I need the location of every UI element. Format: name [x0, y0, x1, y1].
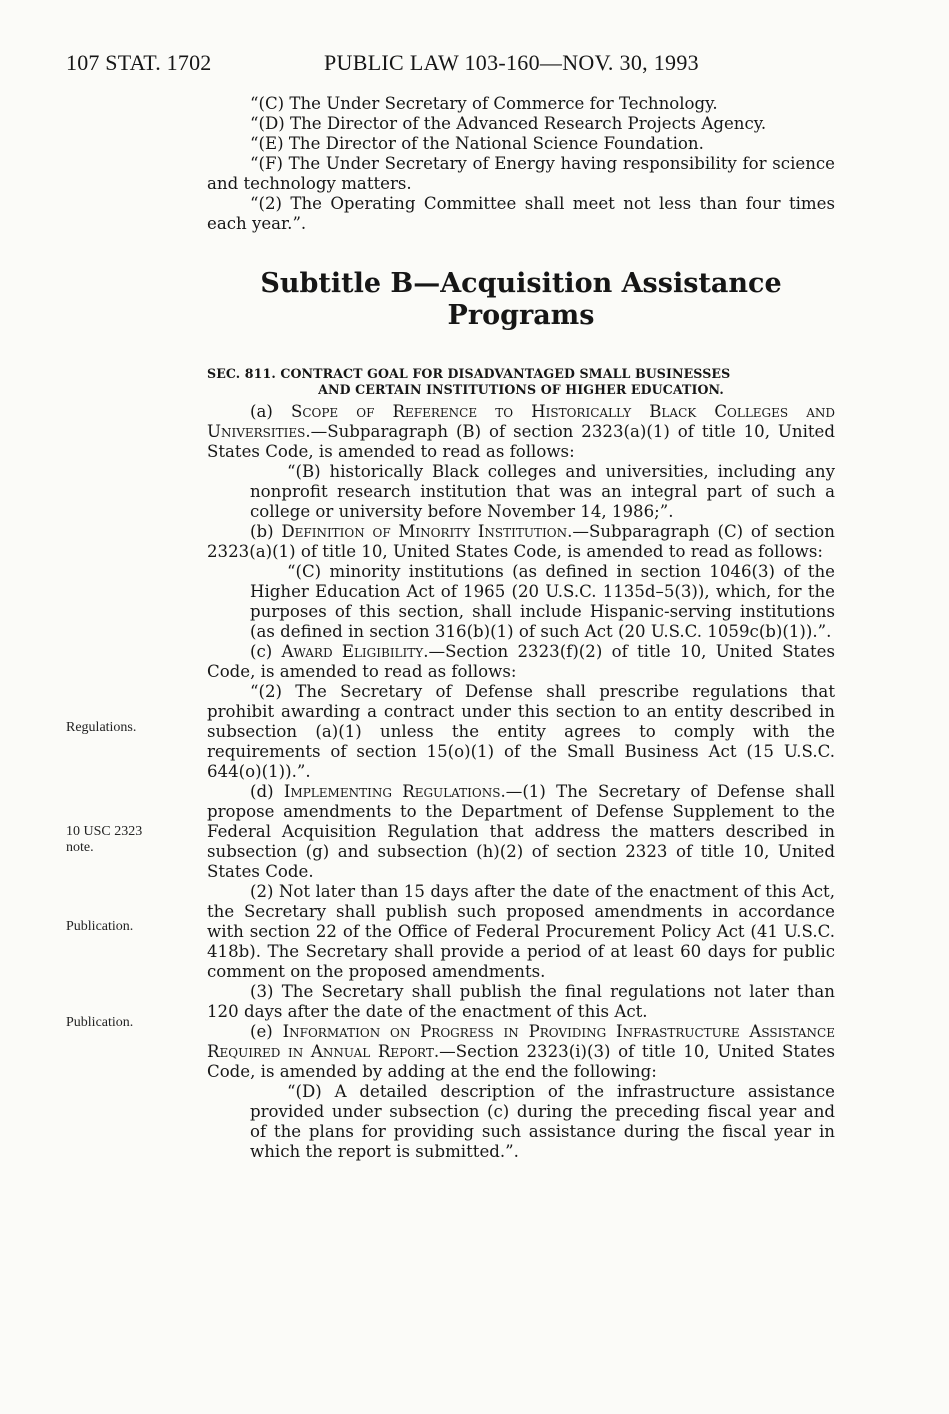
margin-note-usc [66, 824, 142, 856]
subsection-c-quote: “(2) The Secretary of Defense shall prescribe regulations that prohibit awarding a contract under this section to an entity described in subsection (a)(1) unless the entity agrees to comply with the requirements of section 15(o)(1) of the Small Business Act (15 U.S.C. 644(o)(1)).”. [207, 682, 835, 781]
margin-note-publication-2: Publication. [66, 1015, 134, 1030]
subsection-d-paragraph-3: (3) The Secretary shall publish the final regulations not later than 120 days after the date of the enactment of this Act. [207, 982, 835, 1021]
subsection-a-heading: Scope of Reference to Historically Black Colleges and Universities. [207, 402, 835, 441]
statute-page-number: 107 STAT. 1702 [66, 50, 212, 75]
item-c: “(C) The Under Secretary of Commerce for Technology. [250, 94, 718, 113]
subtitle-line-1: Subtitle B—Acquisition Assistance [260, 268, 782, 299]
subsection-e-heading: Information on Progress in Providing Infrastructure Assistance Required in Annual Report. [207, 1022, 836, 1061]
subtitle-line-2: Programs [447, 300, 595, 331]
subsection-a [207, 402, 835, 462]
subsection-a-quote: “(B) historically Black colleges and universities, including any nonprofit research institution that was an integral part of such a college or university before November 14, 1986;”. [250, 462, 835, 521]
subsection-b-text: —Subparagraph (C) of section 2323(a)(1) of title 10, United States Code, is amended to read as follows: [207, 522, 835, 561]
section-heading-line-2: AND CERTAIN INSTITUTIONS OF HIGHER EDUCATION. [318, 382, 724, 397]
subsection-b [207, 522, 835, 562]
section-heading-line-1: SEC. 811. CONTRACT GOAL FOR DISADVANTAGED SMALL BUSINESSES [207, 366, 731, 381]
subsection-e [207, 1022, 835, 1082]
subsection-d [207, 782, 835, 882]
public-law-citation: PUBLIC LAW 103-160—NOV. 30, 1993 [324, 50, 699, 75]
margin-note-usc-line2: note. [66, 840, 94, 855]
margin-note-regulations: Regulations. [66, 720, 137, 735]
subsection-b-quote: “(C) minority institutions (as defined in section 1046(3) of the Higher Education Act of 1965 (20 U.S.C. 1135d–5(3)), which, for the purposes of this section, shall include Hispanic-serving institutions (as defined in section 316(b)(1) of such Act (20 U.S.C. 1059c(b)(1)).”. [250, 562, 835, 641]
subsection-e-quote: “(D) A detailed description of the infrastructure assistance provided under subsection (c) during the preceding fiscal year and of the plans for providing such assistance during the fiscal year in which the report is submitted.”. [250, 1082, 835, 1161]
subsection-d-label: (d) [250, 782, 274, 801]
subsection-c-heading: Award Eligibility. [281, 642, 429, 661]
item-f: “(F) The Under Secretary of Energy having responsibility for science and technology matters. [207, 154, 835, 193]
subtitle-heading [207, 268, 835, 332]
item-d: “(D) The Director of the Advanced Research Projects Agency. [250, 114, 767, 133]
subsection-e-label: (e) [250, 1022, 273, 1041]
subsection-e-text: —Section 2323(i)(3) of title 10, United States Code, is amended by adding at the end the following: [207, 1042, 835, 1081]
document-body [207, 94, 835, 1162]
subsection-b-label: (b) [250, 522, 274, 541]
item-e: “(E) The Director of the National Science Foundation. [250, 134, 704, 153]
paragraph-2: “(2) The Operating Committee shall meet not less than four times each year.”. [207, 194, 835, 233]
subsection-a-label: (a) [250, 402, 273, 421]
margin-note-publication-1: Publication. [66, 919, 134, 934]
subsection-c [207, 642, 835, 682]
page-header [66, 50, 766, 80]
subsection-d-paragraph-2: (2) Not later than 15 days after the date of the enactment of this Act, the Secretary shall publish such proposed amendments in accordance with section 22 of the Office of Federal Procurement Policy Act (41 U.S.C. 418b). The Secretary shall provide a period of at least 60 days for public comment on the proposed amendments. [207, 882, 835, 981]
margin-note-usc-line1: 10 USC 2323 [66, 824, 143, 839]
subsection-d-heading: Implementing Regulations. [283, 782, 506, 801]
subsection-d-text: —(1) The Secretary of Defense shall propose amendments to the Department of Defense Supplement to the Federal Acquisition Regulation that address the matters described in subsection (g) and subsection (h)(2) of section 2323 of title 10, United States Code. [207, 782, 835, 881]
subsection-c-text: —Section 2323(f)(2) of title 10, United States Code, is amended to read as follows: [207, 642, 835, 681]
subsection-a-text: —Subparagraph (B) of section 2323(a)(1) of title 10, United States Code, is amended to read as follows: [207, 422, 835, 461]
subsection-c-label: (c) [250, 642, 273, 661]
subsection-b-heading: Definition of Minority Institution. [281, 522, 573, 541]
section-heading [207, 366, 835, 398]
